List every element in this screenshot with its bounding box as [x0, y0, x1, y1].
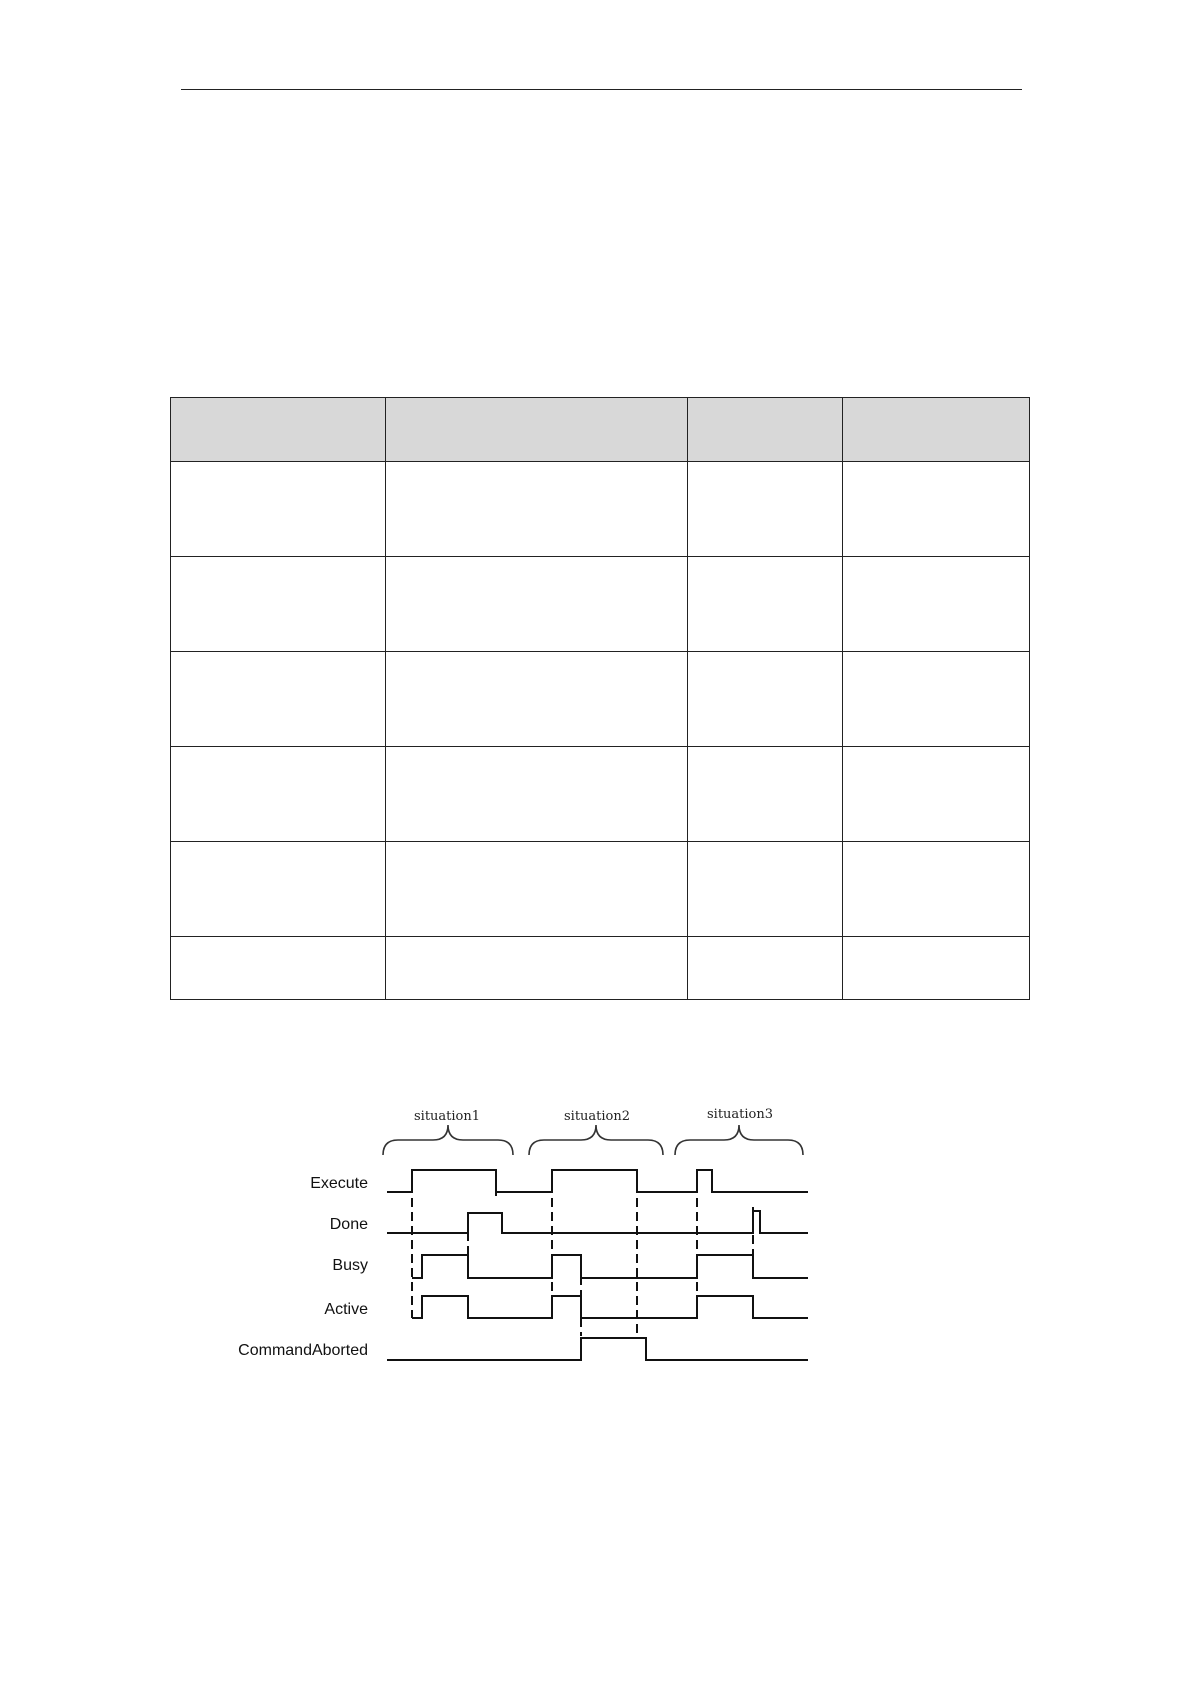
table-row — [171, 652, 1030, 747]
table-cell — [688, 652, 843, 747]
table-header-cell — [171, 398, 386, 462]
header-rule — [181, 89, 1022, 90]
table-cell — [688, 842, 843, 937]
table-cell — [171, 557, 386, 652]
execute-waveform — [387, 1170, 808, 1192]
table-cell — [688, 462, 843, 557]
signal-label-done: Done — [329, 1216, 368, 1233]
situation2-brace — [529, 1125, 663, 1155]
table-row — [171, 842, 1030, 937]
table-cell — [843, 652, 1030, 747]
done-waveform — [387, 1211, 808, 1233]
table-cell — [171, 747, 386, 842]
table-row — [171, 937, 1030, 1000]
table-cell — [843, 747, 1030, 842]
situation3-label: situation3 — [706, 1107, 774, 1122]
signal-label-execute: Execute — [310, 1175, 368, 1192]
table-cell — [688, 937, 843, 1000]
signal-label-commandaborted: CommandAborted — [238, 1342, 368, 1359]
table-row — [171, 462, 1030, 557]
situation1-label: situation1 — [413, 1109, 481, 1124]
signal-label-active: Active — [324, 1301, 368, 1318]
timing-diagram — [0, 1090, 1191, 1370]
parameter-table — [170, 397, 1030, 1000]
table-cell — [843, 557, 1030, 652]
table-cell — [386, 842, 688, 937]
table-cell — [843, 937, 1030, 1000]
table-row — [171, 747, 1030, 842]
table-cell — [386, 747, 688, 842]
situation3-brace — [675, 1125, 803, 1155]
table-header-cell — [386, 398, 688, 462]
commandaborted-waveform — [387, 1338, 808, 1360]
table-cell — [688, 557, 843, 652]
signal-label-busy: Busy — [332, 1257, 368, 1274]
busy-waveform — [412, 1255, 808, 1278]
table-cell — [171, 652, 386, 747]
table-row — [171, 557, 1030, 652]
table-header-cell — [843, 398, 1030, 462]
table-cell — [386, 652, 688, 747]
table-cell — [843, 462, 1030, 557]
table-header-row — [171, 398, 1030, 462]
table-cell — [688, 747, 843, 842]
table-cell — [171, 842, 386, 937]
table-cell — [386, 937, 688, 1000]
situation1-brace — [383, 1125, 513, 1155]
table-header-cell — [688, 398, 843, 462]
active-waveform — [412, 1296, 808, 1318]
table-cell — [171, 937, 386, 1000]
table-cell — [843, 842, 1030, 937]
table-cell — [171, 462, 386, 557]
table-cell — [386, 462, 688, 557]
situation2-label: situation2 — [563, 1109, 631, 1124]
table-cell — [386, 557, 688, 652]
